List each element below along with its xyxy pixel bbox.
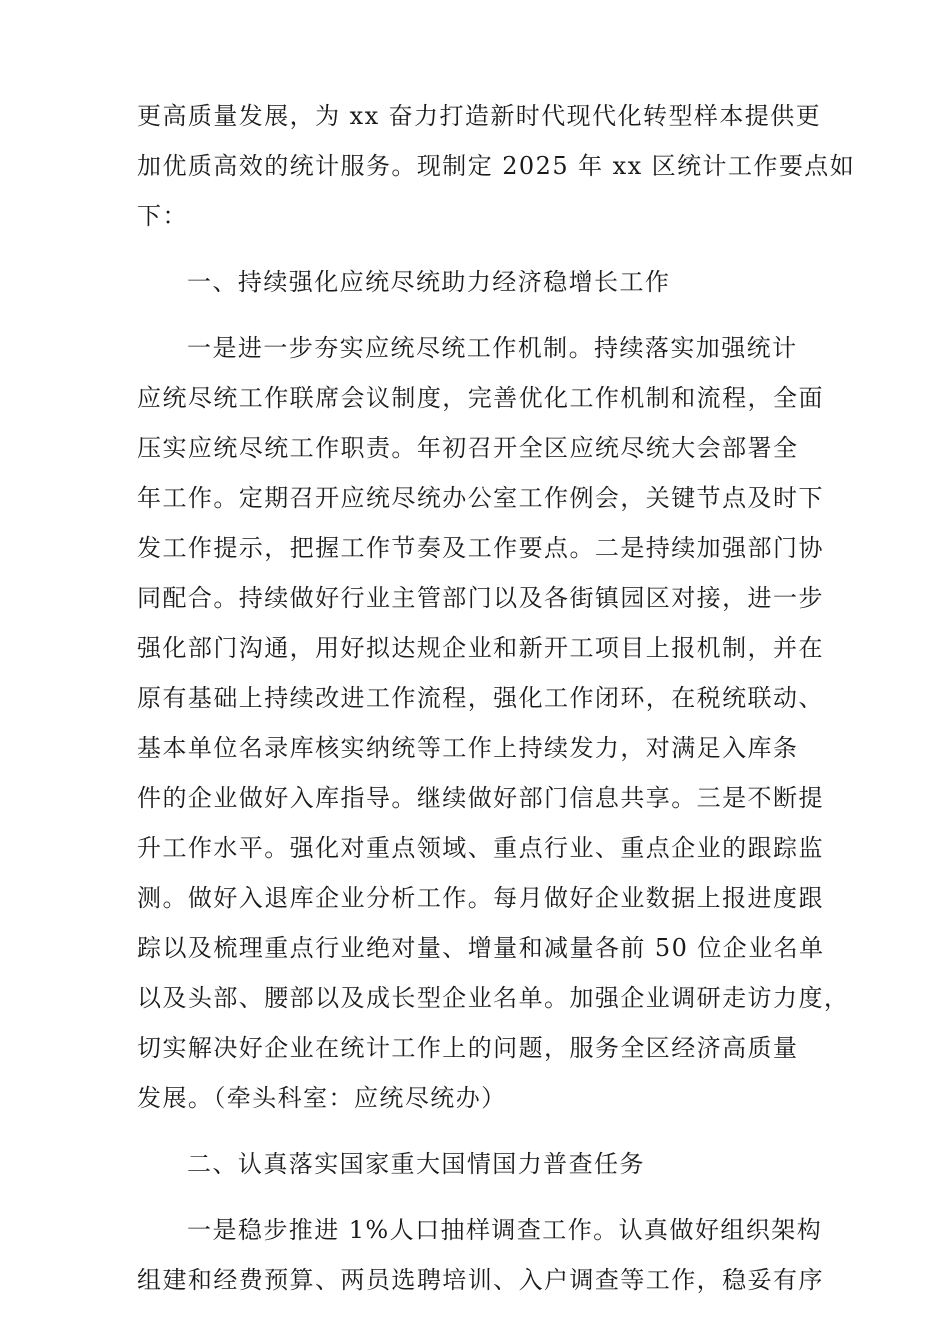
body-text-line: 切实解决好企业在统计工作上的问题，服务全区经济高质量 — [137, 1034, 799, 1062]
section-heading: 二、认真落实国家重大国情国力普查任务 — [187, 1150, 645, 1178]
body-text-line: 一是进一步夯实应统尽统工作机制。持续落实加强统计 — [187, 334, 798, 362]
body-text-line: 应统尽统工作联席会议制度，完善优化工作机制和流程，全面 — [137, 384, 824, 412]
body-text-line: 升工作水平。强化对重点领域、重点行业、重点企业的跟踪监 — [137, 834, 824, 862]
body-text-line: 发工作提示，把握工作节奏及工作要点。二是持续加强部门协 — [137, 534, 824, 562]
body-text-line: 一是稳步推进 1%人口抽样调查工作。认真做好组织架构 — [187, 1216, 823, 1244]
body-text-line: 加优质高效的统计服务。现制定 2025 年 xx 区统计工作要点如 — [137, 152, 856, 180]
body-text-line: 同配合。持续做好行业主管部门以及各街镇园区对接，进一步 — [137, 584, 824, 612]
body-text-line: 测。做好入退库企业分析工作。每月做好企业数据上报进度跟 — [137, 884, 824, 912]
body-text-line: 更高质量发展，为 xx 奋力打造新时代现代化转型样本提供更 — [137, 102, 822, 130]
body-text-line: 件的企业做好入库指导。继续做好部门信息共享。三是不断提 — [137, 784, 824, 812]
body-text-line: 以及头部、腰部以及成长型企业名单。加强企业调研走访力度， — [137, 984, 850, 1012]
body-text-line: 压实应统尽统工作职责。年初召开全区应统尽统大会部署全 — [137, 434, 799, 462]
body-text-line: 强化部门沟通，用好拟达规企业和新开工项目上报机制，并在 — [137, 634, 824, 662]
body-text-line: 基本单位名录库核实纳统等工作上持续发力，对满足入库条 — [137, 734, 799, 762]
body-text-line: 踪以及梳理重点行业绝对量、增量和减量各前 50 位企业名单 — [137, 934, 825, 962]
body-text-line: 发展。（牵头科室：应统尽统办） — [137, 1084, 507, 1112]
body-text-line: 原有基础上持续改进工作流程，强化工作闭环，在税统联动、 — [137, 684, 824, 712]
body-text-line: 组建和经费预算、两员选聘培训、入户调查等工作，稳妥有序 — [137, 1266, 824, 1294]
body-text-line: 年工作。定期召开应统尽统办公室工作例会，关键节点及时下 — [137, 484, 824, 512]
section-heading: 一、持续强化应统尽统助力经济稳增长工作 — [187, 268, 671, 296]
body-text-line: 下： — [137, 202, 188, 230]
